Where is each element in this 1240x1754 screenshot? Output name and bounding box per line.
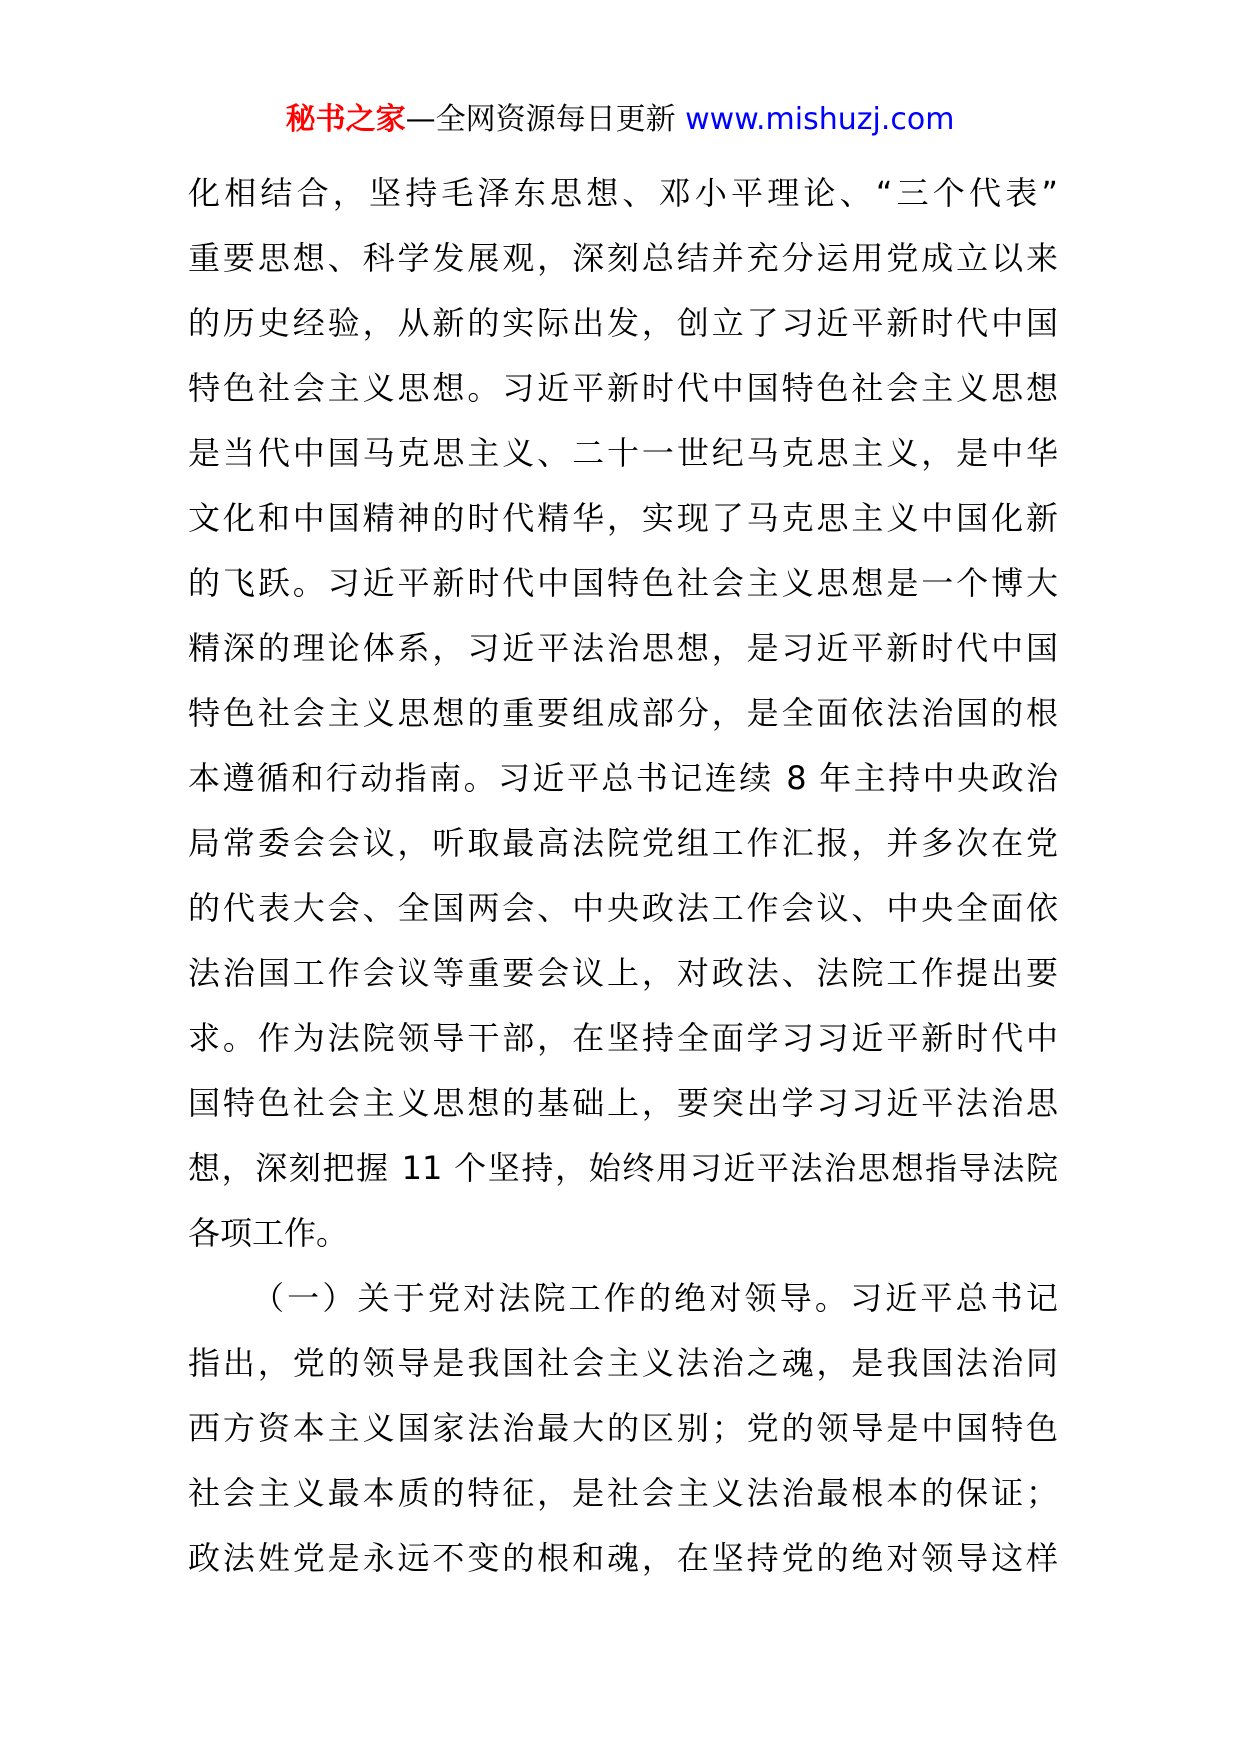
text-line: 文化和中国精神的时代精华，实现了马克思主义中国化新 (188, 499, 1058, 537)
text-line: 法治国工作会议等重要会议上，对政法、法院工作提出要 (188, 954, 1058, 992)
text-line: 的历史经验，从新的实际出发，创立了习近平新时代中国 (188, 304, 1058, 342)
text-line: 特色社会主义思想的重要组成部分，是全面依法治国的根 (188, 694, 1058, 732)
site-brand: 秘书之家 (285, 102, 406, 137)
text-line: 各项工作。 (188, 1214, 349, 1252)
text-line: 重要思想、科学发展观，深刻总结并充分运用党成立以来 (188, 239, 1058, 277)
text-line: （一）关于党对法院工作的绝对领导。习近平总书记 (252, 1279, 1058, 1317)
text-line: 指出，党的领导是我国社会主义法治之魂，是我国法治同 (188, 1344, 1058, 1382)
text-line: 化相结合，坚持毛泽东思想、邓小平理论、“三个代表” (188, 174, 1058, 212)
text-line: 是当代中国马克思主义、二十一世纪马克思主义，是中华 (188, 434, 1058, 472)
text-line: 精深的理论体系，习近平法治思想，是习近平新时代中国 (188, 629, 1058, 667)
paragraph-1 (188, 161, 1058, 1266)
site-header (0, 100, 1240, 140)
text-line: 特色社会主义思想。习近平新时代中国特色社会主义思想 (188, 369, 1058, 407)
text-line: 求。作为法院领导干部，在坚持全面学习习近平新时代中 (188, 1019, 1058, 1057)
text-line: 想，深刻把握 11 个坚持，始终用习近平法治思想指导法院 (188, 1149, 1058, 1187)
site-url-link[interactable]: www.mishuzj.com (685, 102, 955, 137)
text-line: 的飞跃。习近平新时代中国特色社会主义思想是一个博大 (188, 564, 1058, 602)
text-line: 本遵循和行动指南。习近平总书记连续 8 年主持中央政治 (188, 759, 1058, 797)
site-tagline: —全网资源每日更新 (405, 102, 686, 137)
text-line: 局常委会会议，听取最高法院党组工作汇报，并多次在党 (188, 824, 1058, 862)
document-body (188, 161, 1058, 1591)
paragraph-2 (188, 1266, 1058, 1591)
text-line: 社会主义最本质的特征，是社会主义法治最根本的保证； (188, 1474, 1058, 1512)
text-line: 国特色社会主义思想的基础上，要突出学习习近平法治思 (188, 1084, 1058, 1122)
text-line: 政法姓党是永远不变的根和魂，在坚持党的绝对领导这样 (188, 1539, 1058, 1577)
text-line: 的代表大会、全国两会、中央政法工作会议、中央全面依 (188, 889, 1058, 927)
text-line: 西方资本主义国家法治最大的区别；党的领导是中国特色 (188, 1409, 1058, 1447)
